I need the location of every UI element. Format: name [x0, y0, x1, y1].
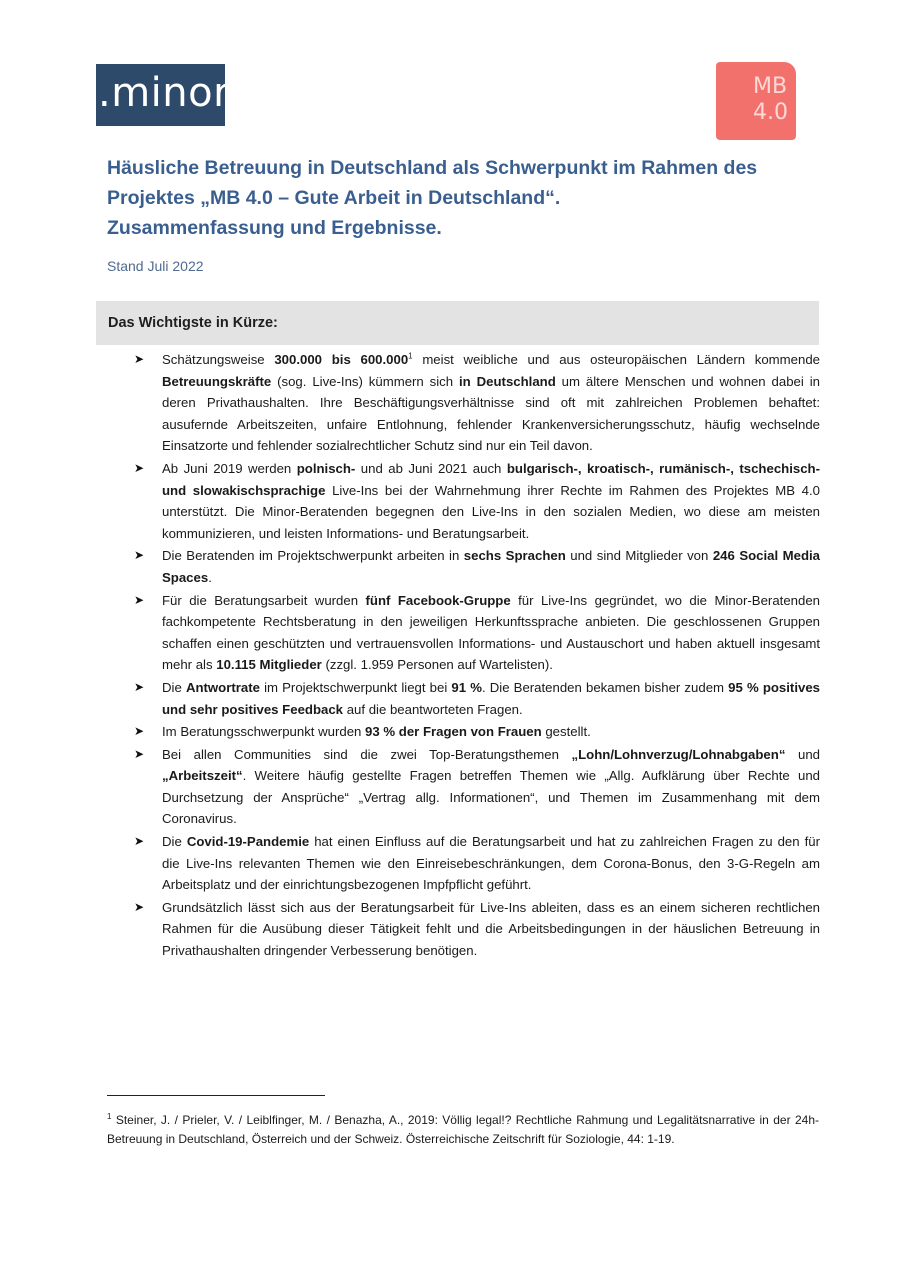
list-item: ➤ Ab Juni 2019 werden polnisch- und ab Juni 2021 auch bulgarisch-, kroatisch-, rumänisch-, tschechisch- und slowakischsprachige Live-Ins bei der Wahrnehmung ihrer Rechte im Rahmen des Projektes MB 4.0 unterstützt. Die Minor-Beratenden begegnen den Live-Ins in den sozialen Medien, wo diese am meisten kommunizieren, und leisten Informations- und Beratungsarbeit. [134, 458, 820, 544]
section-heading: Das Wichtigste in Kürze: [108, 315, 278, 331]
key-points-list [134, 349, 820, 963]
arrow-bullet-icon: ➤ [134, 548, 145, 563]
mb40-logo-line2: 4.0 [753, 100, 788, 125]
list-item: ➤ Im Beratungsschwerpunkt wurden 93 % der Fragen von Frauen gestellt. [134, 721, 820, 743]
arrow-bullet-icon: ➤ [134, 352, 145, 366]
arrow-bullet-icon: ➤ [134, 899, 145, 914]
list-item: ➤ Bei allen Communities sind die zwei Top-Beratungsthemen „Lohn/Lohnverzug/Lohnabgaben“ und „Arbeitszeit“. Weitere häufig gestellte Fragen betreffen Themen wie „Allg. Aufklärung über Rechte und Durchsetzung der Ansprüche“ „Vertrag allg. Informationen“, und Themen im Zusammenhang mit dem Coronavirus. [134, 744, 820, 830]
footnote-separator [107, 1095, 325, 1096]
list-item: ➤ Die Covid-19-Pandemie hat einen Einfluss auf die Beratungsarbeit und hat zu zahlreichen Fragen zu den für die Live-Ins relevanten Themen wie den Einreisebeschränkungen, dem Corona-Bonus, den 3-G-Regeln am Arbeitsplatz und der einrichtungsbezogenen Impfpflicht geführt. [134, 831, 820, 896]
section-heading-bar [96, 301, 819, 345]
list-item: ➤ Für die Beratungsarbeit wurden fünf Facebook-Gruppe für Live-Ins gegründet, wo die Minor-Beratenden fachkompetente Rechtsberatung in den jeweiligen Herkunftssprache anbieten. Die geschlossenen Gruppen schaffen einen geschützten und vertrauensvollen Informations- und Austauschort und haben aktuell insgesamt mehr als 10.115 Mitglieder (zzgl. 1.959 Personen auf Wartelisten). [134, 590, 820, 676]
arrow-bullet-icon: ➤ [134, 834, 145, 849]
minor-logo-text: .minor [98, 70, 231, 116]
footnote-number: 1 [107, 1112, 112, 1121]
date-stand: Stand Juli 2022 [107, 258, 204, 274]
arrow-bullet-icon: ➤ [134, 679, 145, 694]
document-title [107, 153, 827, 243]
title-line-2: Projektes „MB 4.0 – Gute Arbeit in Deutschland“. [107, 187, 561, 209]
arrow-bullet-icon: ➤ [134, 724, 145, 739]
footnote-text: Steiner, J. / Prieler, V. / Leiblfinger, M. / Benazha, A., 2019: Völlig legal!? Rechtliche Rahmung und Legalitätsnarrative in der 24h-Betreuung in Deutschland, Österreich und der Schweiz. Österreichische Zeitschrift für Soziologie, 44: 1-19. [107, 1113, 819, 1146]
mb40-logo-line1: MB [753, 74, 788, 99]
mb40-logo [716, 62, 796, 140]
footnote [107, 1111, 819, 1149]
arrow-bullet-icon: ➤ [134, 460, 145, 475]
list-item: ➤ Die Beratenden im Projektschwerpunkt arbeiten in sechs Sprachen und sind Mitglieder von 246 Social Media Spaces. [134, 545, 820, 588]
list-item: ➤ Die Antwortrate im Projektschwerpunkt liegt bei 91 %. Die Beratenden bekamen bisher zudem 95 % positives und sehr positives Feedback auf die beantworteten Fragen. [134, 677, 820, 720]
minor-logo [96, 64, 231, 126]
arrow-bullet-icon: ➤ [134, 746, 145, 761]
list-item: ➤ Schätzungsweise 300.000 bis 600.000$^1$ meist weibliche und aus osteuropäischen Ländern kommende Betreuungskräfte (sog. Live-Ins) kümmern sich in Deutschland um ältere Menschen und wohnen dabei in deren Privathaushalten. Ihre Beschäftigungsverhältnisse sind oft mit zahlreichen Problemen behaftet: ausufernde Arbeitszeiten, unfaire Entlohnung, fehlender Krankenversicherungsschutz, häufig wechselnde Einsatzorte und fehlender sozialrechtlicher Schutz sind nur ein Teil davon. [134, 349, 820, 457]
mb40-logo-text [753, 74, 788, 126]
list-item: ➤ Grundsätzlich lässt sich aus der Beratungsarbeit für Live-Ins ableiten, dass es an einem sicheren rechtlichen Rahmen für die Ausübung dieser Tätigkeit fehlt und die Arbeitsbedingungen in der häuslichen Betreuung in Privathaushalten dringender Verbesserung benötigen. [134, 897, 820, 962]
footnote-ref[interactable]: 1 [408, 351, 413, 361]
title-line-3: Zusammenfassung und Ergebnisse. [107, 217, 442, 239]
title-line-1: Häusliche Betreuung in Deutschland als Schwerpunkt im Rahmen des [107, 157, 758, 179]
arrow-bullet-icon: ➤ [134, 592, 145, 607]
